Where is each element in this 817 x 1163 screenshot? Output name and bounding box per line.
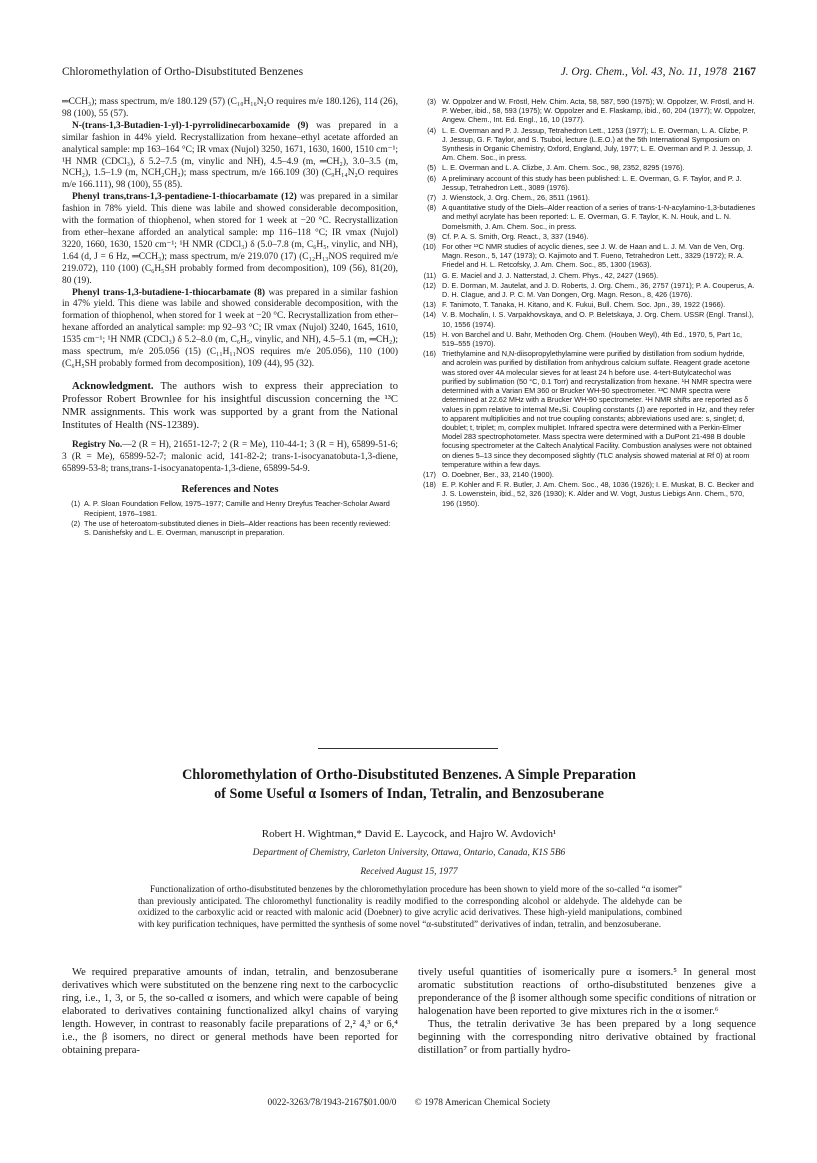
body-paragraph: Thus, the tetralin derivative 3e has been prepared by a long sequence beginning with the corresponding nitro derivative obtained by fractional distillation⁷ or from partially hydro- bbox=[418, 1019, 756, 1056]
acknowledgment: Acknowledgment. The authors wish to express their appreciation to Professor Robert Brownlee for his insightful discussion concerning the ¹³C NMR assignments. This work was supported by a grant from the National Institutes of Health (NS-12389). bbox=[62, 380, 398, 431]
reference-item: (15) H. von Barchel and U. Bahr, Methoden Org. Chem. (Houben Weyl), 4th Ed., 1970, 5, Part 1c, 519–555 (1970). bbox=[423, 329, 743, 349]
reference-item: (11) G. E. Maciel and J. J. Natterstad, J. Chem. Phys., 42, 2427 (1965). bbox=[423, 270, 659, 280]
reference-item: (7) J. Wienstock, J. Org. Chem., 26, 3511 (1961). bbox=[427, 193, 590, 203]
registry-numbers: Registry No.—2 (R = H), 21651-12-7; 2 (R = Me), 110-44-1; 3 (R = H), 65899-51-6; 3 (R = Me), 65899-52-7; malonic acid, 141-82-2; trans-1-isocyanatobuta-1,3-diene, 65899-53-8; trans,trans-1-isocyanatopenta-1,3-diene, 65899-54-9. bbox=[62, 439, 398, 474]
paragraph-compound-9: N-(trans-1,3-Butadien-1-yl)-1-pyrrolidinecarboxamide (9) was prepared in a similar fashion in 44% yield. Recrystallization from hexane–ethyl acetate afforded an analytical sample: mp 163–164 °C; IR νmax (Nujol) 3250, 1671, 1630, 1600, 1510 cm⁻¹; ¹H NMR (CDCl₃), δ 5.2–7.5 (m, vinylic and NH), 4.5–4.9 (m, ═CH₂), 3.0–3.5 (m, NCH₂), 1.5–1.9 (m, NCH₂CH₂); mass spectrum, m/e 166.109 (30) (C₉H₁₄N₂O requires m/e 166.111), 98 (100), 55 (85). bbox=[62, 120, 399, 191]
page-header bbox=[62, 66, 756, 82]
left-column bbox=[62, 97, 398, 538]
reference-item: (1) A. P. Sloan Foundation Fellow, 1975–1977; Camille and Henry Dreyfus Teacher-Scholar Award Recipient, 1976–1981. bbox=[71, 499, 390, 518]
author-affiliation: Department of Chemistry, Carleton University, Ottawa, Ontario, Canada, K1S 5B6 bbox=[252, 848, 566, 858]
reference-item: (9) Cf. P. A. S. Smith, Org. React., 3, 337 (1946). bbox=[427, 231, 589, 241]
paragraph-compound-12: Phenyl trans,trans-1,3-pentadiene-1-thiocarbamate (12) was prepared in a similar fashion in 78% yield. This diene was labile and showed considerable decomposition, with the formation of thiophenol, when stored for 1 week at −20 °C. Recrystallization from ether–hexane afforded an analytical sample: mp 116–118 °C; IR νmax (Nujol) 3220, 1660, 1630, 1520 cm⁻¹; ¹H NMR (CDCl₃) δ (5.0–7.8 (m, C₆H₅, vinylic, and NH), 1.64 (d, J = 6 Hz, ═CCH₃); mass spectrum, m/e 219.070 (17) (C₁₂H₁₃NOS required m/e 219.072), 110 (100) (C₆H₅SH probably formed from decomposition), 109 (56), 81(20), 80 (19). bbox=[62, 192, 399, 286]
section-divider bbox=[318, 748, 498, 749]
received-date: Received August 15, 1977 bbox=[360, 867, 458, 877]
references-heading: References and Notes bbox=[181, 483, 279, 495]
reference-item: (17) O. Doebner, Ber., 33, 2140 (1900). bbox=[423, 469, 554, 479]
reference-item: (4) L. E. Overman and P. J. Jessup, Tetrahedron Lett., 1253 (1977); L. E. Overman, L. A. Clizbe, P. J. Jessup, G. F. Taylor, and S. Tsuboi, lecture (L.E.O.) at the 5th International Symposium on Synthesis in Organic Chemistry, Oxford, England, July, 1977; L. E. Overman and P. J. Jessup, J. Am. Chem. Soc., in press. bbox=[427, 125, 753, 163]
copyright: © 1978 American Chemical Society bbox=[414, 1098, 551, 1108]
reference-item: (6) A preliminary account of this study has been published: L. E. Overman, G. F. Taylor, and P. J. Jessup, Tetrahedron Lett., 3089 (1976). bbox=[427, 173, 742, 192]
reference-item: (3) W. Oppolzer and W. Fröstl, Helv. Chim. Acta, 58, 587, 590 (1975); W. Oppolzer, W. Fröstl, and H. P. Weber, ibid., 58, 593 (1975); W. Oppolzer and E. Flaskamp, ibid., 60, 204 (1977); W. Oppolzer, Angew. Chem., Int. Ed. Engl., 16, 10 (1977). bbox=[427, 97, 756, 125]
page-footer bbox=[62, 1098, 756, 1108]
journal-citation: J. Org. Chem., Vol. 43, No. 11, 1978 2167 bbox=[560, 66, 756, 78]
reference-item: (13) F. Tanimoto, T. Tanaka, H. Kitano, and K. Fukui, Bull. Chem. Soc. Jpn., 39, 1922 (1966). bbox=[423, 300, 726, 310]
reference-item: (10) For other ¹³C NMR studies of acyclic dienes, see J. W. de Haan and L. J. M. Van de Ven, Org. Magn. Reson., 5, 147 (1973); O. Kajimoto and T. Fueno, Tetrahedron Lett., 3329 (1972); R. A. Friedel and H. L. Retcofsky, J. Am. Chem. Soc., 85, 1300 (1963). bbox=[423, 242, 745, 270]
reference-item: (12) D. E. Dorman, M. Jautelat, and J. D. Roberts, J. Org. Chem., 36, 2757 (1971); P. A. Couperus, A. D. H. Clague, and J. P. C. M. Van Dongen, Org. Magn. Reson., 8, 426 (1976). bbox=[423, 280, 755, 300]
body-paragraph: We required preparative amounts of indan, tetralin, and benzosuberane derivatives which were substituted on the benzene ring next to the carbocyclic ring, i.e., 1, 3, or 5, the so-called α isomers, and which were capable of being elaborated to derivatives containing functionalized alkyl chains of varying length. However, in contrast to reasonably facile preparations of 2,² 4,³ or 6,⁴ i.e., the β isomers, no direct or general methods have been reported for obtaining prepara- bbox=[62, 967, 398, 1056]
paragraph-compound-8: Phenyl trans-1,3-butadiene-1-thiocarbamate (8) was prepared in a similar fashion in 47% yield. This diene was labile and showed considerable decomposition, with the formation of thiophenol, when stored for 1 week at −20 °C. Recrystallization from ether–hexane afforded an analytical sample: mp 92–93 °C; IR νmax (Nujol) 3240, 1645, 1610, 1535 cm⁻¹; ¹H NMR (CDCl₃) δ 5.2–8.0 (m, C₆H₅, vinylic, and NH), 4.5–5.1 (m, ═CH₂); mass spectrum, m/e 205.056 (15) (C₁₁H₁₁NOS requires m/e 205.056), 110 (100) (C₆H₅SH probably formed from decomposition), 109 (44), 95 (32). bbox=[62, 287, 398, 369]
page-number: 2167 bbox=[733, 66, 756, 78]
running-title: Chloromethylation of Ortho-Disubstituted Benzenes bbox=[62, 66, 304, 78]
article-code: 0022-3263/78/1943-2167$01.00/0 bbox=[267, 1098, 397, 1108]
paragraph-continuation: ═CCH₃); mass spectrum, m/e 180.129 (57) (C₁₀H₁₆N₂O requires m/e 180.126), 114 (26), 98 (100), 55 (57). bbox=[62, 97, 398, 119]
article-title: Chloromethylation of Ortho-Disubstituted Benzenes. A Simple Preparation of Some Useful α Isomers of Indan, Tetralin, and Benzosuberane bbox=[182, 767, 636, 802]
body-paragraph: tively useful quantities of isomerically pure α isomers.⁵ In general most aromatic substitution reactions of ortho-disubstituted benzenes give a preponderance of the β isomer although some specific conditions of nitration or halogenation have been reported to give mixtures rich in the α isomer.⁶ bbox=[418, 967, 756, 1017]
right-column bbox=[418, 97, 756, 509]
reference-item: (18) E. P. Kohler and F. R. Butler, J. Am. Chem. Soc., 48, 1036 (1926); I. E. Muskat, B. C. Becker and J. S. Lowenstein, ibid., 52, 326 (1930); K. Alder and W. Vogt, Justus Liebigs Ann. Chem., 570, 196 (1950). bbox=[423, 480, 754, 508]
body-text-left bbox=[62, 966, 398, 1057]
article-authors: Robert H. Wightman,* David E. Laycock, and Hajro W. Avdovich¹ bbox=[261, 828, 557, 840]
reference-item: (16) Triethylamine and N,N-diisopropylethylamine were purified by distillation from sodium hydride, and acrolein was purified by distillation from anhydrous calcium sulfate. Reagent grade acetone was stored over 4A molecular sieves for at least 24 h before use. 4-tert-Butylcatechol was purified by sublimation (50 °C, 0.1 Torr) and recrystallization from hexane. ¹H NMR spectra were determined with a Varian EM 360 or Brucker WH-90 spectrometer. ¹³C NMR spectra were determined at 22.62 MHz with a Brucker WH-90 spectrometer. ¹H NMR shifts are reported as δ values in ppm relative to internal Me₄Si. Coupling constants (J) are reported in Hz, and they refer to apparent multiplicities and not true coupling constants; abbreviations used are: s, singlet; d, doublet; t, triplet; m, complex multiplet. Infrared spectra were determined with a Perkin-Elmer Model 283 spectrophotometer. Mass spectra were determined with a DuPont 21-498 B double focusing spectrometer at the Caltech Analytical Facility. Combustion analyses were not obtained on dienes 5–13 since they decomposed slightly (TLC analysis showed material at Rf 0) at room temperature within a few days. bbox=[423, 349, 755, 469]
reference-item: (5) L. E. Overman and L. A. Clizbe, J. Am. Chem. Soc., 98, 2352, 8295 (1976). bbox=[427, 163, 685, 173]
abstract: Functionalization of ortho-disubstituted benzenes by the chloromethylation procedure has been shown to yield more of the so-called “α isomer” than previously anticipated. The chloromethyl functionality is readily modified to the corresponding alcohol or aldehyde. The aldehyde can be oxidized to the carboxylic acid or reacted with malonic acid (Doebner) to give acrylic acid derivatives. These high-yield manipulations, combined with key purification techniques, have permitted the synthesis of some novel “α-substituted” derivatives of indan, tetralin, and benzosuberane. bbox=[138, 884, 682, 929]
reference-item: (14) V. B. Mochalin, I. S. Varpakhovskaya, and O. P. Beletskaya, J. Org. Chem. USSR (Engl. Transl.), 10, 1556 (1974). bbox=[423, 310, 754, 329]
reference-item: (2) The use of heteroatom-substituted dienes in Diels–Alder reactions has been recently reviewed: S. Danishefsky and L. E. Overman, manuscript in preparation. bbox=[71, 518, 391, 538]
reference-item: (8) A quantitative study of the Diels–Alder reaction of a series of trans-1-N-acylamino-1,3-butadienes and methyl acrylate has been reported: L. E. Overman, G. F. Taylor, K. N. Houk, and L. N. Domelsmith, J. Am. Chem. Soc., in press. bbox=[427, 203, 756, 231]
body-text-right bbox=[418, 966, 756, 1057]
